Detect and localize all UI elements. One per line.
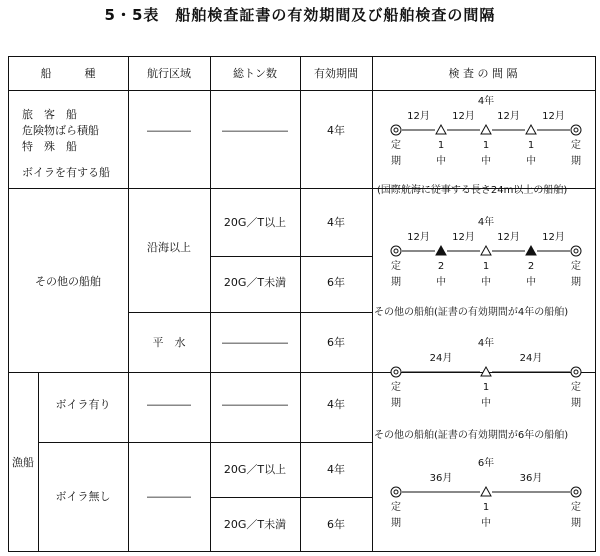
column-divider bbox=[372, 56, 373, 552]
header-ship-type: 船 種 bbox=[40, 67, 96, 80]
validity-value: 4年 bbox=[327, 124, 345, 137]
intermediate-inspection-icon bbox=[436, 125, 446, 134]
header-bottom-border bbox=[8, 90, 596, 91]
periodic-inspection-inner-icon bbox=[574, 370, 578, 374]
validity-value: 4年 bbox=[327, 463, 345, 476]
inspection-label-bottom: 期 bbox=[571, 518, 581, 529]
area-none: ―――― bbox=[147, 490, 191, 503]
inspection-label-top: 1 bbox=[482, 502, 490, 513]
table-top-border bbox=[8, 56, 596, 57]
inspection-schedule-2 bbox=[378, 215, 588, 295]
table-title: 5・5表 船舶検査証書の有効期間及び船舶検査の間隔 bbox=[104, 6, 496, 24]
periodic-inspection-inner-icon bbox=[574, 490, 578, 494]
schedule-total: 4年 bbox=[477, 338, 495, 349]
inspection-label-bottom: 期 bbox=[391, 398, 401, 409]
inspection-label-top: 1 bbox=[437, 140, 445, 151]
inspection-label-top: 1 bbox=[482, 382, 490, 393]
inspection-label-top: 定 bbox=[571, 140, 581, 151]
interval-month-label: 12月 bbox=[542, 111, 565, 122]
area-smooth-water: 平 水 bbox=[152, 336, 186, 349]
schedule-total: 4年 bbox=[477, 96, 495, 107]
inspection-label-bottom: 期 bbox=[391, 277, 401, 288]
interval-month-label: 36月 bbox=[429, 473, 453, 484]
inspection-label-top: 2 bbox=[527, 261, 535, 272]
ship-type-special: 特 殊 船 bbox=[22, 140, 77, 153]
tonnage-under-20: 20G／T未満 bbox=[223, 276, 287, 289]
ship-type-dangerous-bulk: 危険物ばら積船 bbox=[22, 124, 99, 137]
intermediate-inspection-icon bbox=[481, 246, 491, 255]
fishing-boiler-yes: ボイラ有り bbox=[55, 398, 111, 411]
inspection-label-bottom: 期 bbox=[391, 156, 401, 167]
header-validity: 有効期間 bbox=[314, 67, 358, 80]
periodic-inspection-inner-icon bbox=[574, 128, 578, 132]
interval-month-label: 12月 bbox=[452, 232, 475, 243]
ship-type-other: その他の船舶 bbox=[35, 275, 101, 288]
inspection-label-top: 定 bbox=[571, 382, 581, 393]
inspection-label-bottom: 中 bbox=[436, 277, 446, 288]
table-right-border bbox=[595, 56, 596, 552]
column-divider bbox=[300, 56, 301, 552]
tonnage-none: ―――――― bbox=[222, 124, 288, 137]
tonnage-none: ―――――― bbox=[222, 398, 288, 411]
validity-value: 6年 bbox=[327, 276, 345, 289]
interval-month-label: 12月 bbox=[452, 111, 475, 122]
row-divider bbox=[210, 256, 372, 257]
interval-month-label: 36月 bbox=[519, 473, 543, 484]
tonnage-under-20: 20G／T未満 bbox=[223, 518, 287, 531]
inspection-label-bottom: 期 bbox=[571, 398, 581, 409]
inspection-label-top: 1 bbox=[482, 261, 490, 272]
interval-month-label: 12月 bbox=[497, 111, 520, 122]
inspection-label-bottom: 中 bbox=[481, 518, 491, 529]
schedule-caption: その他の船舶(証書の有効期間が4年の船舶) bbox=[374, 307, 569, 318]
tonnage-none: ―――――― bbox=[222, 336, 288, 349]
inspection-label-top: 定 bbox=[391, 261, 401, 272]
table-bottom-border bbox=[8, 551, 596, 552]
schedule-caption: (国際航海に従事する長さ24m以上の船舶) bbox=[377, 185, 568, 196]
interval-month-label: 12月 bbox=[407, 232, 430, 243]
inspection-label-top: 定 bbox=[391, 502, 401, 513]
header-inspection-interval: 検 査 の 間 隔 bbox=[448, 67, 518, 80]
inspection-label-bottom: 期 bbox=[571, 277, 581, 288]
inspection-label-top: 1 bbox=[527, 140, 535, 151]
inspection-label-bottom: 期 bbox=[571, 156, 581, 167]
validity-value: 6年 bbox=[327, 518, 345, 531]
inspection-label-bottom: 中 bbox=[481, 398, 491, 409]
inspection-label-bottom: 中 bbox=[526, 156, 536, 167]
validity-value: 4年 bbox=[327, 398, 345, 411]
row-divider bbox=[128, 312, 372, 313]
column-divider bbox=[210, 56, 211, 552]
inspection-schedule-4 bbox=[378, 456, 588, 536]
ship-type-boiler: ボイラを有する船 bbox=[22, 166, 110, 179]
interval-month-label: 12月 bbox=[542, 232, 565, 243]
periodic-inspection-inner-icon bbox=[394, 128, 398, 132]
header-navigation-area: 航行区域 bbox=[147, 67, 191, 80]
intermediate-inspection-icon bbox=[481, 125, 491, 134]
inspection-label-bottom: 中 bbox=[526, 277, 536, 288]
header-gross-tonnage: 総トン数 bbox=[233, 67, 277, 80]
intermediate-inspection-icon bbox=[526, 125, 536, 134]
inspection-label-top: 定 bbox=[391, 140, 401, 151]
schedule-total: 6年 bbox=[477, 458, 495, 469]
inspection-label-bottom: 中 bbox=[436, 156, 446, 167]
ship-type-passenger: 旅 客 船 bbox=[22, 108, 77, 121]
periodic-inspection-inner-icon bbox=[394, 490, 398, 494]
inspection-label-top: 定 bbox=[571, 261, 581, 272]
area-none: ―――― bbox=[147, 398, 191, 411]
row-divider bbox=[210, 497, 372, 498]
inspection-label-top: 2 bbox=[437, 261, 445, 272]
interval-month-label: 24月 bbox=[429, 353, 453, 364]
intermediate-inspection-filled-icon bbox=[526, 246, 536, 255]
periodic-inspection-inner-icon bbox=[394, 249, 398, 253]
validity-value: 4年 bbox=[327, 216, 345, 229]
inspection-schedule-3 bbox=[378, 336, 588, 416]
tonnage-over-20: 20G／T以上 bbox=[223, 216, 287, 229]
validity-value: 6年 bbox=[327, 336, 345, 349]
inspection-schedule-1 bbox=[378, 94, 588, 174]
ship-type-fishing: 漁船 bbox=[12, 456, 34, 469]
schedule-total: 4年 bbox=[477, 217, 495, 228]
interval-month-label: 12月 bbox=[497, 232, 520, 243]
inspection-label-top: 定 bbox=[391, 382, 401, 393]
inspection-label-bottom: 期 bbox=[391, 518, 401, 529]
area-none: ―――― bbox=[147, 124, 191, 137]
intermediate-inspection-filled-icon bbox=[436, 246, 446, 255]
inspection-label-top: 1 bbox=[482, 140, 490, 151]
tonnage-over-20: 20G／T以上 bbox=[223, 463, 287, 476]
periodic-inspection-inner-icon bbox=[574, 249, 578, 253]
periodic-inspection-inner-icon bbox=[394, 370, 398, 374]
interval-month-label: 12月 bbox=[407, 111, 430, 122]
inspection-label-top: 定 bbox=[571, 502, 581, 513]
interval-month-label: 24月 bbox=[519, 353, 543, 364]
table-left-border bbox=[8, 56, 9, 552]
row-divider bbox=[38, 442, 372, 443]
intermediate-inspection-icon bbox=[481, 367, 491, 376]
area-coastal: 沿海以上 bbox=[147, 241, 191, 254]
intermediate-inspection-icon bbox=[481, 487, 491, 496]
column-divider bbox=[128, 56, 129, 552]
fishing-boiler-no: ボイラ無し bbox=[55, 490, 111, 503]
inspection-label-bottom: 中 bbox=[481, 277, 491, 288]
column-divider bbox=[38, 372, 39, 552]
inspection-label-bottom: 中 bbox=[481, 156, 491, 167]
schedule-caption: その他の船舶(証書の有効期間が6年の船舶) bbox=[374, 430, 569, 441]
